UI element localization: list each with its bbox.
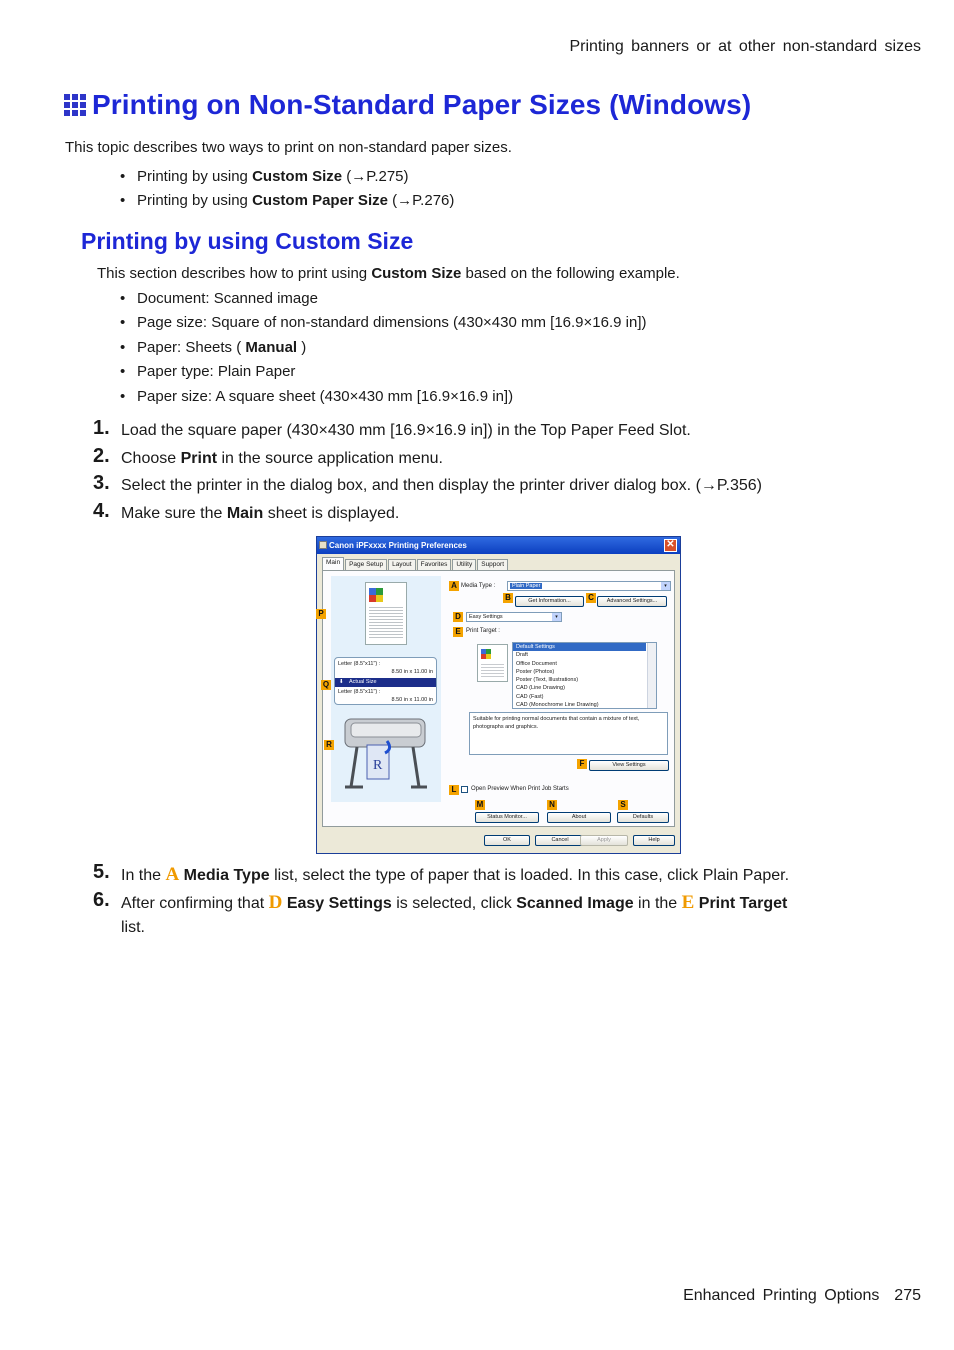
methods-list bbox=[120, 166, 454, 215]
list-item[interactable]: CAD (Line Drawing) bbox=[516, 685, 565, 692]
callout-q: Q bbox=[322, 680, 330, 689]
list-item: • Printing by using Custom Size (→P.275) bbox=[120, 166, 454, 190]
callout-s: S bbox=[618, 800, 628, 810]
list-item: • Paper: Sheets ( Manual ) bbox=[120, 337, 646, 361]
page-preview bbox=[365, 582, 407, 645]
print-target-label: Print Target : bbox=[466, 628, 500, 634]
actual-size-row[interactable]: ⬇ Actual Size bbox=[335, 678, 436, 687]
callout-f: F bbox=[577, 759, 587, 769]
tab-bar bbox=[322, 559, 509, 570]
callout-r: R bbox=[324, 740, 334, 750]
dialog-title: Canon iPFxxxx Printing Preferences bbox=[329, 541, 467, 550]
arrow-down-icon: ⬇ bbox=[339, 679, 344, 685]
svg-text:R: R bbox=[373, 758, 383, 773]
steps-list bbox=[93, 417, 762, 530]
list-item: • Paper type: Plain Paper bbox=[120, 361, 646, 385]
step-item: 2. Choose Print in the source application menu. bbox=[93, 444, 443, 467]
chevron-down-icon: ▾ bbox=[552, 613, 561, 621]
apply-button[interactable]: Apply bbox=[580, 835, 628, 846]
step-item: 1. Load the square paper (430×430 mm [16.9×16.9 in]) in the Top Paper Feed Slot. bbox=[93, 417, 691, 439]
printing-preferences-dialog bbox=[316, 536, 681, 854]
paper-size-box: Letter (8.5"x11") : 8.50 in x 11.00 in ⬇ Actual Size Letter (8.5"x11") : 8.50 in x 11.00 in bbox=[334, 657, 437, 705]
chevron-down-icon: ▾ bbox=[661, 582, 670, 590]
list-item: • Printing by using Custom Paper Size (→P.276) bbox=[120, 190, 454, 214]
printer-illustration-icon bbox=[337, 711, 433, 793]
list-item[interactable]: Draft bbox=[516, 652, 528, 659]
tab-main[interactable]: Main bbox=[322, 557, 344, 570]
page-number: 275 bbox=[894, 1287, 921, 1304]
callout-l: L bbox=[449, 785, 459, 795]
list-item[interactable]: Default Settings bbox=[513, 643, 646, 651]
media-type-label: Media Type : bbox=[461, 583, 496, 589]
view-settings-button[interactable]: View Settings bbox=[589, 760, 669, 771]
dialog-titlebar bbox=[317, 537, 680, 554]
callout-p: P bbox=[316, 609, 326, 619]
print-target-preview bbox=[477, 644, 508, 682]
callout-a: A bbox=[449, 581, 459, 591]
ok-button[interactable]: OK bbox=[484, 835, 530, 846]
list-item[interactable]: CAD (Monochrome Line Drawing) bbox=[516, 702, 599, 709]
step-item: 3. Select the printer in the dialog box, and then display the printer driver dialog box. (→P.356) bbox=[93, 472, 762, 494]
footer-section: Enhanced Printing Options bbox=[683, 1287, 880, 1304]
tab-utility[interactable]: Utility bbox=[452, 559, 476, 570]
defaults-button[interactable]: Defaults bbox=[617, 812, 669, 823]
list-item: • Paper size: A square sheet (430×430 mm [16.9×16.9 in]) bbox=[120, 386, 646, 410]
grid-icon bbox=[64, 94, 86, 116]
tab-layout[interactable]: Layout bbox=[388, 559, 416, 570]
callout-b: B bbox=[503, 593, 513, 603]
list-item: • Page size: Square of non-standard dimensions (430×430 mm [16.9×16.9 in]) bbox=[120, 312, 646, 336]
steps-list-continued bbox=[93, 861, 790, 919]
status-monitor-button[interactable]: Status Monitor... bbox=[475, 812, 539, 823]
page-heading: Printing on Non-Standard Paper Sizes (Windows) bbox=[92, 89, 752, 120]
open-preview-checkbox[interactable] bbox=[461, 786, 468, 793]
callout-c: C bbox=[586, 593, 596, 603]
media-type-select[interactable]: Plain Paper ▾ bbox=[507, 581, 671, 591]
callout-m: M bbox=[476, 800, 484, 809]
main-tab-panel bbox=[318, 570, 675, 827]
print-target-list[interactable] bbox=[512, 642, 657, 709]
help-button[interactable]: Help bbox=[633, 835, 675, 846]
tab-favorites[interactable]: Favorites bbox=[417, 559, 452, 570]
example-list bbox=[120, 288, 646, 410]
step-item: 6. After confirming that D Easy Settings is selected, click Scanned Image in the E Print Target bbox=[93, 888, 788, 913]
list-item[interactable]: Office Document bbox=[516, 660, 557, 667]
easy-settings-select[interactable]: Easy Settings ▾ bbox=[466, 612, 562, 622]
cancel-button[interactable]: Cancel bbox=[535, 835, 585, 846]
list-item[interactable]: Poster (Photos) bbox=[516, 668, 555, 675]
footer bbox=[683, 1287, 921, 1305]
advanced-settings-button[interactable]: Advanced Settings... bbox=[597, 596, 667, 607]
close-button[interactable]: ✕ bbox=[664, 539, 677, 552]
list-item[interactable]: Poster (Text, Illustrations) bbox=[516, 677, 579, 684]
about-button[interactable]: About bbox=[547, 812, 611, 823]
description-box: Suitable for printing normal documents that contain a mixture of text, photographs and graphics. bbox=[469, 712, 668, 755]
printer-app-icon bbox=[319, 541, 327, 549]
page-title bbox=[64, 89, 751, 121]
running-header: Printing banners or at other non-standard sizes bbox=[569, 38, 921, 55]
open-preview-label: Open Preview When Print Job Starts bbox=[471, 786, 569, 792]
preview-pane bbox=[331, 576, 441, 802]
tab-page-setup[interactable]: Page Setup bbox=[345, 559, 387, 570]
step-item: 4. Make sure the Main sheet is displayed. bbox=[93, 499, 400, 522]
get-information-button[interactable]: Get Information... bbox=[515, 596, 584, 607]
list-scrollbar[interactable] bbox=[647, 643, 656, 708]
list-item[interactable]: CAD (Fast) bbox=[516, 693, 544, 700]
section-heading: Printing by using Custom Size bbox=[81, 228, 414, 254]
step-item: 5. In the A Media Type list, select the type of paper that is loaded. In this case, click Plain Paper. bbox=[93, 861, 790, 885]
section-intro: This section describes how to print using Custom Size based on the following example. bbox=[97, 265, 680, 282]
intro-text: This topic describes two ways to print on non-standard paper sizes. bbox=[65, 139, 512, 156]
step-continuation: list. bbox=[121, 919, 145, 936]
tab-support[interactable]: Support bbox=[477, 559, 508, 570]
callout-e: E bbox=[453, 627, 463, 637]
list-item: • Document: Scanned image bbox=[120, 288, 646, 312]
callout-d: D bbox=[453, 612, 463, 622]
callout-n: N bbox=[547, 800, 557, 810]
